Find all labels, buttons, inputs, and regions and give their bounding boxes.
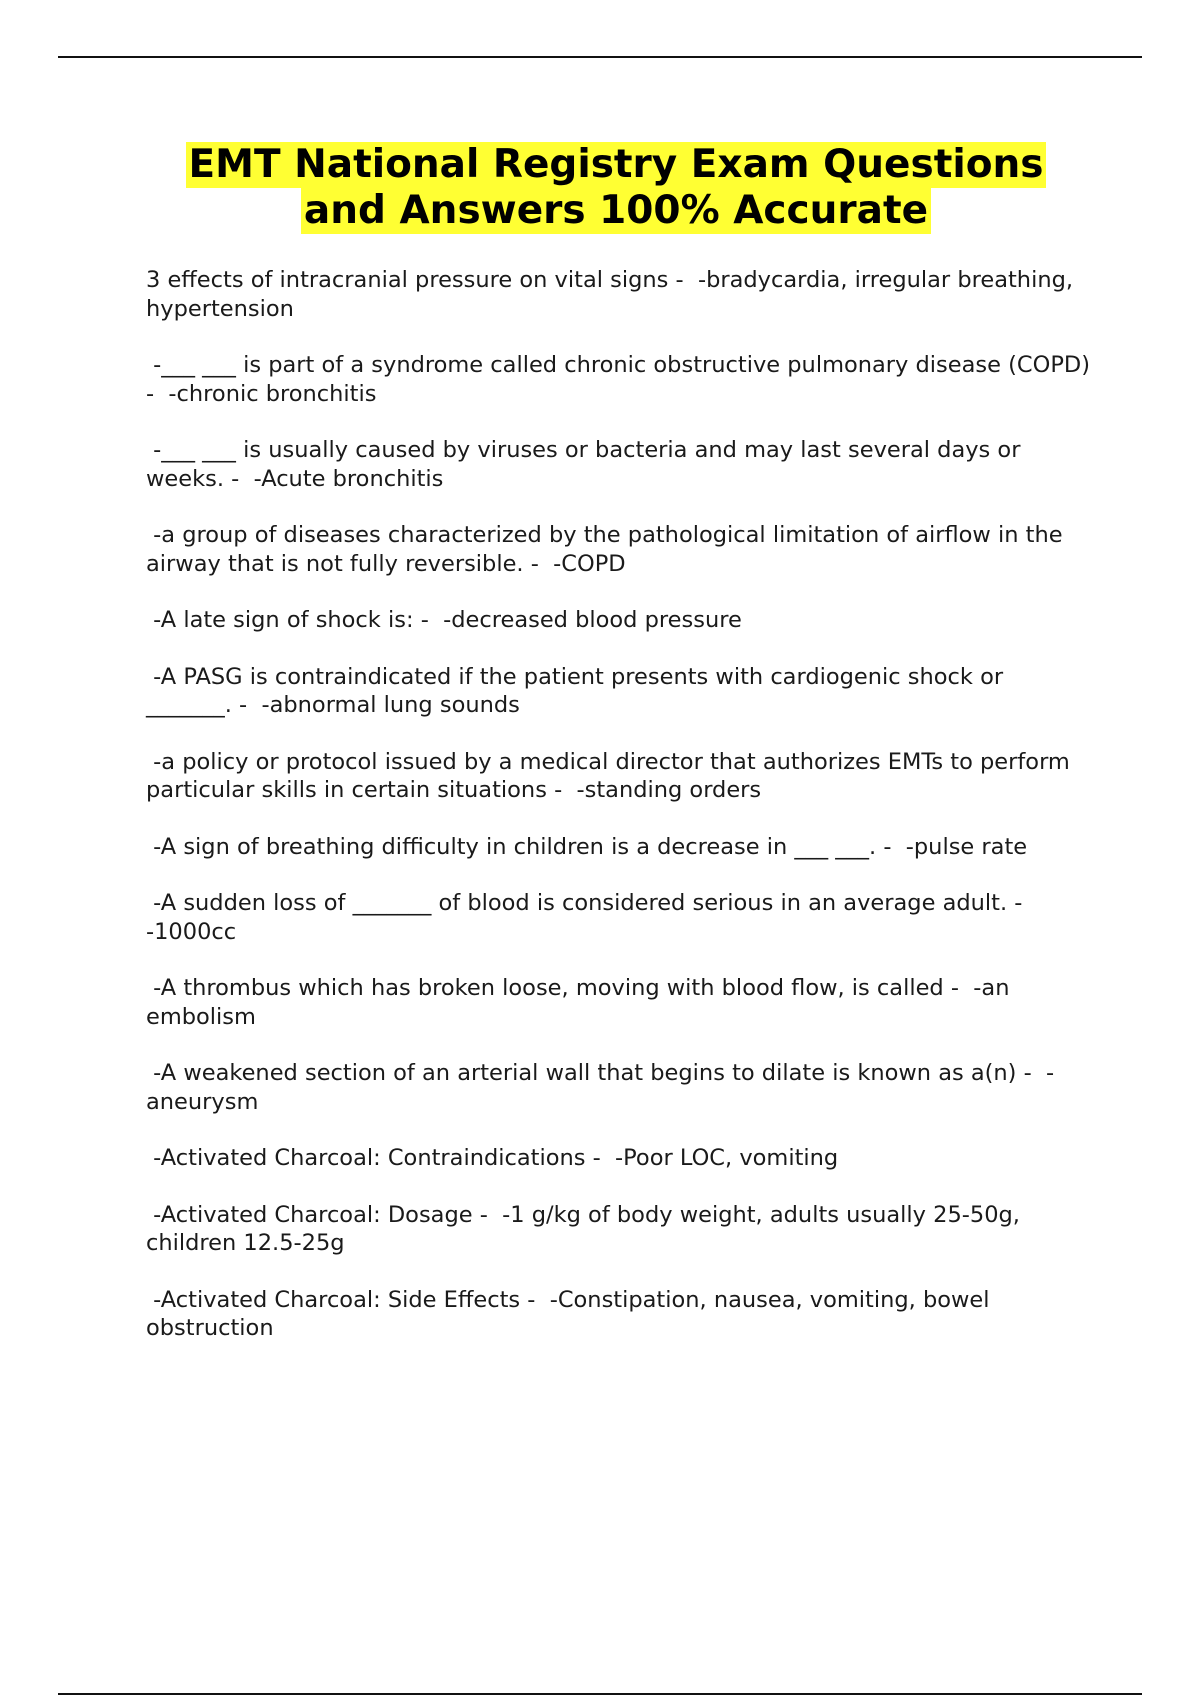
- qa-entry: -a policy or protocol issued by a medical director that authorizes EMTs to perform particular skills in certain situations - -standing orders: [146, 748, 1078, 803]
- qa-entry: -A PASG is contraindicated if the patient presents with cardiogenic shock or _______. - -abnormal lung sounds: [146, 663, 1011, 718]
- qa-entry: -A sign of breathing difficulty in children is a decrease in ___ ___. - -pulse rate: [146, 833, 1028, 860]
- qa-entry: -a group of diseases characterized by the pathological limitation of airflow in the airway that is not fully reversible. - -COPD: [146, 522, 1070, 577]
- document-title: [146, 142, 1086, 234]
- qa-entry: -A weakened section of an arterial wall that begins to dilate is known as a(n) - -aneurysm: [146, 1060, 1055, 1115]
- title-line-1: EMT National Registry Exam Questions: [186, 142, 1047, 188]
- qa-entry: 3 effects of intracranial pressure on vital signs - -bradycardia, irregular breathing, hypertension: [146, 267, 1081, 322]
- qa-entry: -Activated Charcoal: Contraindications - -Poor LOC, vomiting: [146, 1145, 839, 1171]
- title-line-2: and Answers 100% Accurate: [301, 188, 931, 234]
- qa-entry: -___ ___ is part of a syndrome called chronic obstructive pulmonary disease (COPD) - -chronic bronchitis: [146, 352, 1098, 407]
- bottom-rule: [58, 1693, 1142, 1695]
- qa-entry: -A sudden loss of _______ of blood is considered serious in an average adult. - -1000cc: [146, 890, 1037, 945]
- qa-entry: -A late sign of shock is: - -decreased blood pressure: [146, 607, 742, 633]
- top-rule: [58, 56, 1142, 58]
- qa-entry: -Activated Charcoal: Dosage - -1 g/kg of body weight, adults usually 25-50g, children 12.5-25g: [146, 1201, 1028, 1256]
- qa-entry: -Activated Charcoal: Side Effects - -Constipation, nausea, vomiting, bowel obstruction: [146, 1286, 997, 1341]
- qa-entry: -___ ___ is usually caused by viruses or bacteria and may last several days or weeks. - -Acute bronchitis: [146, 437, 1028, 492]
- qa-list: [146, 266, 1098, 1371]
- qa-entry: -A thrombus which has broken loose, moving with blood flow, is called - -an embolism: [146, 975, 1017, 1030]
